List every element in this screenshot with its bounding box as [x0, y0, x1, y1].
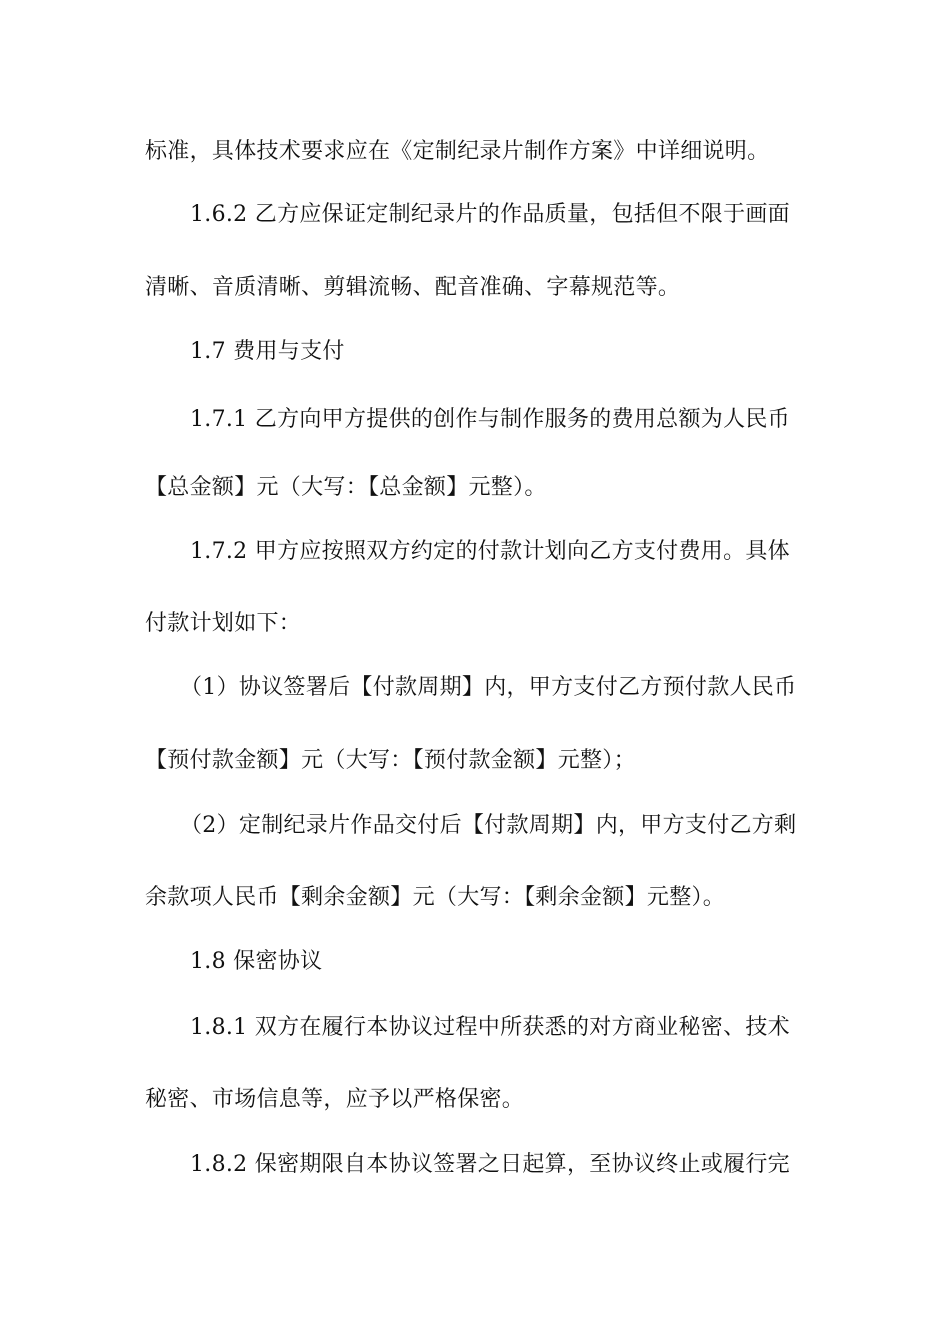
payment-item-1: （1）协议签署后【付款周期】内，甲方支付乙方预付款人民币 — [180, 675, 797, 700]
section-heading-1-8: 1.8 保密协议 — [190, 949, 323, 974]
clause-1-8-2: 1.8.2 保密期限自本协议签署之日起算，至协议终止或履行完 — [190, 1152, 790, 1177]
clause-1-6-2: 1.6.2 乙方应保证定制纪录片的作品质量，包括但不限于画面 — [190, 202, 790, 227]
text-line: 【总金额】元（大写：【总金额】元整）。 — [145, 475, 547, 500]
payment-item-2: （2）定制纪录片作品交付后【付款周期】内，甲方支付乙方剩 — [180, 813, 797, 838]
clause-1-8-1: 1.8.1 双方在履行本协议过程中所获悉的对方商业秘密、技术 — [190, 1015, 790, 1040]
section-heading-1-7: 1.7 费用与支付 — [190, 339, 345, 364]
clause-1-7-1: 1.7.1 乙方向甲方提供的创作与制作服务的费用总额为人民币 — [190, 407, 790, 432]
text-line: 标准，具体技术要求应在《定制纪录片制作方案》中详细说明。 — [145, 139, 770, 164]
clause-1-7-2: 1.7.2 甲方应按照双方约定的付款计划向乙方支付费用。具体 — [190, 539, 790, 564]
text-line: 【预付款金额】元（大写：【预付款金额】元整）； — [145, 748, 636, 773]
text-line: 余款项人民币【剩余金额】元（大写：【剩余金额】元整）。 — [145, 885, 726, 910]
text-line: 清晰、音质清晰、剪辑流畅、配音准确、字幕规范等。 — [145, 275, 681, 300]
text-line: 秘密、市场信息等，应予以严格保密。 — [145, 1087, 525, 1112]
text-line: 付款计划如下： — [145, 611, 302, 636]
